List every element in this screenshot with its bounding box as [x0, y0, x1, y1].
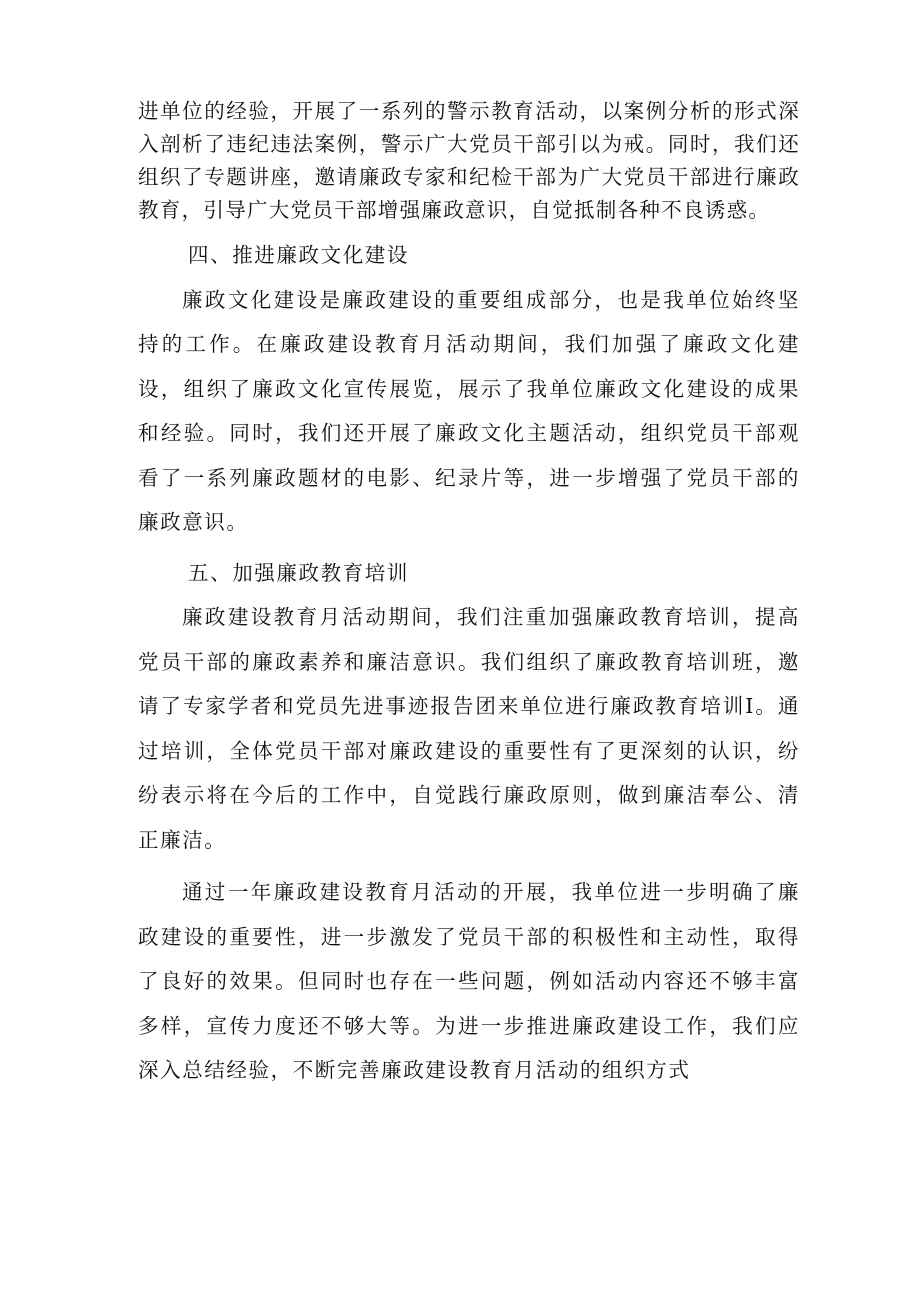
paragraph-education-training: 廉政建设教育月活动期间，我们注重加强廉政教育培训，提高党员干部的廉政素养和廉洁意识。我们组织了廉政教育培训班，邀请了专家学者和党员先进事迹报告团来单位进行廉政教育培训I。通过培训，全体党员干部对廉政建设的重要性有了更深刻的认识，纷纷表示将在今后的工作中，自觉践行廉政原则，做到廉洁奉公、清正廉洁。 — [138, 605, 800, 852]
paragraph-culture-building: 廉政文化建设是廉政建设的重要组成部分，也是我单位始终坚持的工作。在廉政建设教育月活动期间，我们加强了廉政文化建设，组织了廉政文化宣传展览，展示了我单位廉政文化建设的成果和经验。同时，我们还开展了廉政文化主题活动，组织党员干部观看了一系列廉政题材的电影、纪录片等，进一步增强了党员干部的廉政意识。 — [138, 287, 800, 534]
document-body — [138, 95, 800, 1093]
paragraph-warning-education-continued: 进单位的经验，开展了一系列的警示教育活动，以案例分析的形式深入剖析了违纪违法案例，警示广大党员干部引以为戒。同时，我们还组织了专题讲座，邀请廉政专家和纪检干部为广大党员干部进行廉政教育，引导广大党员干部增强廉政意识，自觉抵制各种不良诱惑。 — [138, 99, 800, 222]
section-heading-4: 四、推进廉政文化建设 — [188, 243, 409, 267]
paragraph-summary: 通过一年廉政建设教育月活动的开展，我单位进一步明确了廉政建设的重要性，进一步激发了党员干部的积极性和主动性，取得了良好的效果。但同时也存在一些问题，例如活动内容还不够丰富多样，宣传力度还不够大等。为进一步推进廉政建设工作，我们应深入总结经验，不断完善廉政建设教育月活动的组织方式 — [138, 880, 800, 1082]
section-heading-5: 五、加强廉政教育培训 — [188, 560, 409, 585]
